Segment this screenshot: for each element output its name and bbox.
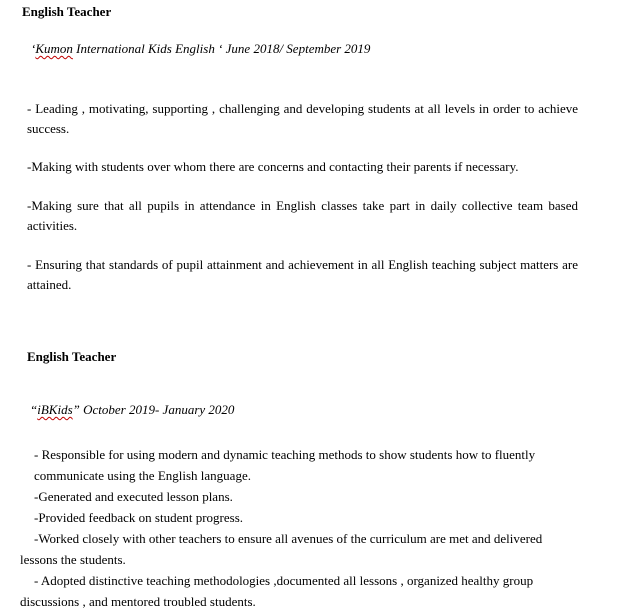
open-quote: ‘ — [31, 41, 36, 56]
company-and-dates: International Kids English ‘ June 2018/ September 2019 — [72, 41, 371, 56]
open-quote: “ — [30, 402, 38, 417]
company-name-misspelled: Kumon — [35, 41, 73, 56]
duty-bullet: - Leading , motivating, supporting , challenging and developing students at all levels in order to achieve success. — [27, 101, 578, 136]
duty-line: lessons the students. — [20, 552, 126, 567]
job-company-dates — [31, 41, 370, 57]
duty-line: - Adopted distinctive teaching methodologies ,documented all lessons , organized healthy group — [34, 573, 534, 588]
duty-bullet: -Making sure that all pupils in attendance in English classes take part in daily collective team based activities. — [27, 198, 578, 233]
job-title: English Teacher — [22, 4, 112, 19]
duty-line: -Provided feedback on student progress. — [34, 510, 244, 525]
duty-line: discussions , and mentored troubled students. — [20, 594, 256, 609]
job-company-dates — [30, 402, 234, 418]
duty-bullet: -Making with students over whom there are concerns and contacting their parents if necessary. — [27, 159, 519, 174]
company-and-dates: ” October 2019- January 2020 — [72, 402, 235, 417]
duty-line: -Generated and executed lesson plans. — [34, 489, 233, 504]
duty-line: communicate using the English language. — [34, 468, 251, 483]
job-title: English Teacher — [27, 349, 117, 364]
duty-line: -Worked closely with other teachers to ensure all avenues of the curriculum are met and delivered — [34, 531, 543, 546]
company-name-misspelled: iBKids — [37, 402, 73, 417]
duty-line: - Responsible for using modern and dynamic teaching methods to show students how to fluently — [34, 447, 536, 462]
duty-bullet: - Ensuring that standards of pupil attainment and achievement in all English teaching subject matters are attained. — [27, 257, 578, 292]
